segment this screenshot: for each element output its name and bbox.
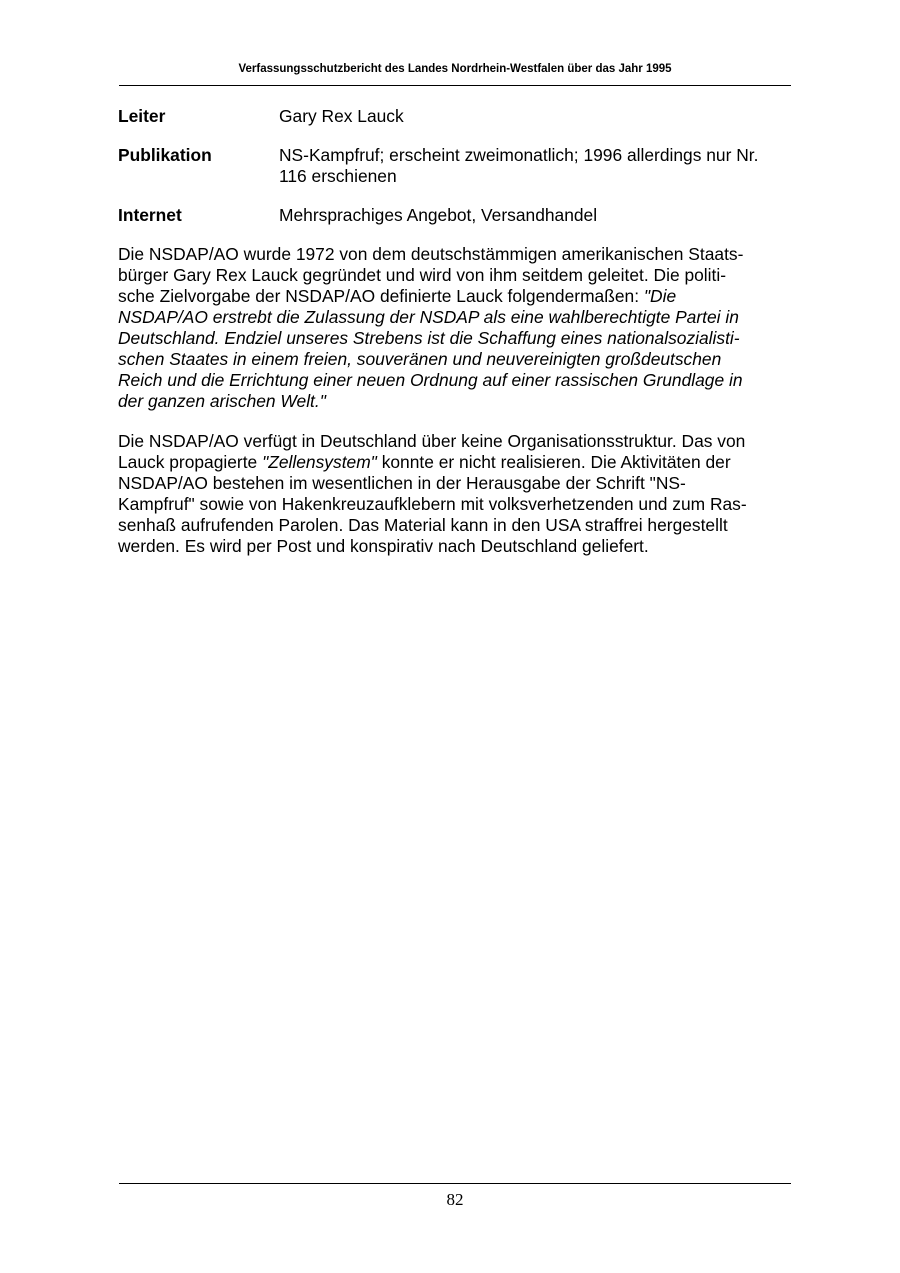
info-label: Leiter xyxy=(118,106,166,126)
paragraph-line xyxy=(118,286,782,307)
footer-rule xyxy=(119,1183,791,1184)
paragraph-text: Lauck propagierte xyxy=(118,452,263,472)
paragraph-line xyxy=(118,452,782,473)
info-value xyxy=(279,106,782,127)
info-row-leiter xyxy=(118,106,782,127)
quote-line: NSDAP/AO erstrebt die Zulassung der NSDAP als eine wahlberechtigte Partei in xyxy=(118,307,739,327)
info-value-line: NS-Kampfruf; erscheint zweimonatlich; 1996 allerdings nur Nr. xyxy=(279,145,759,165)
paragraph-line: NSDAP/AO bestehen im wesentlichen in der Herausgabe der Schrift "NS- xyxy=(118,473,686,493)
quote-line: Reich und die Errichtung einer neuen Ordnung auf einer rassischen Grundlage in xyxy=(118,370,743,390)
quote-line: schen Staates in einem freien, souveränen und neuvereinigten großdeutschen xyxy=(118,349,722,369)
quote-line: Deutschland. Endziel unseres Strebens ist die Schaffung eines nationalsozialisti- xyxy=(118,328,740,348)
quote-line: der ganzen arischen Welt." xyxy=(118,391,326,411)
paragraph-line: Die NSDAP/AO wurde 1972 von dem deutschstämmigen amerikanischen Staats- xyxy=(118,244,744,264)
header-rule xyxy=(119,85,791,86)
paragraph-text: sche Zielvorgabe der NSDAP/AO definierte Lauck folgendermaßen: xyxy=(118,286,644,306)
running-header: Verfassungsschutzbericht des Landes Nordrhein-Westfalen über das Jahr 1995 xyxy=(238,63,672,75)
emphasis-text: "Zellensystem" xyxy=(262,452,377,472)
page-number: 82 xyxy=(446,1190,464,1209)
info-row-internet xyxy=(118,205,782,226)
paragraph-text: konnte er nicht realisieren. Die Aktivitäten der xyxy=(376,452,731,472)
body-paragraph-1 xyxy=(118,244,782,412)
paragraph-line: Kampfruf" sowie von Hakenkreuzaufklebern mit volksverhetzenden und zum Ras- xyxy=(118,494,747,514)
page-content xyxy=(118,106,782,576)
info-label: Publikation xyxy=(118,145,212,165)
paragraph-line: senhaß aufrufenden Parolen. Das Material kann in den USA straffrei hergestellt xyxy=(118,515,728,535)
info-value-line: Gary Rex Lauck xyxy=(279,106,404,126)
info-row-publikation xyxy=(118,145,782,187)
paragraph-line: werden. Es wird per Post und konspirativ nach Deutschland geliefert. xyxy=(118,536,649,556)
paragraph-line: bürger Gary Rex Lauck gegründet und wird von ihm seitdem geleitet. Die politi- xyxy=(118,265,727,285)
info-label: Internet xyxy=(118,205,182,225)
info-value-line: 116 erschienen xyxy=(279,166,397,186)
paragraph-line: Die NSDAP/AO verfügt in Deutschland über keine Organisationsstruktur. Das von xyxy=(118,431,746,451)
info-value-line: Mehrsprachiges Angebot, Versandhandel xyxy=(279,205,598,225)
body-paragraph-2 xyxy=(118,431,782,557)
quote-text: "Die xyxy=(643,286,677,306)
info-value xyxy=(279,145,782,187)
info-value xyxy=(279,205,782,226)
